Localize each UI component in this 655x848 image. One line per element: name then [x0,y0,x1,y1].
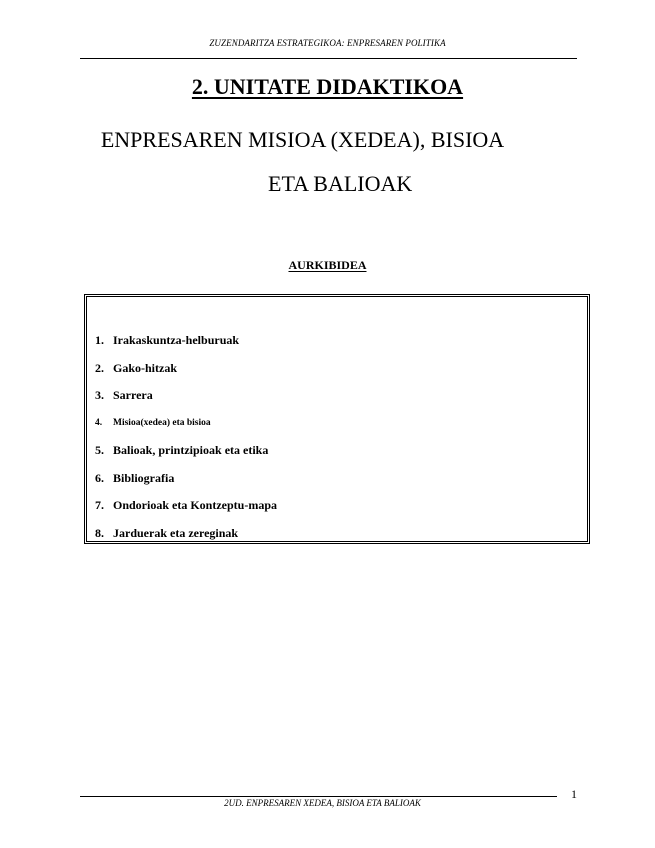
toc-item-label: Sarrera [113,388,153,402]
document-title-line-2: ETA BALIOAK [268,171,413,196]
toc-item [95,471,277,499]
toc-item-number: 1. [95,333,104,347]
toc-item-label: Misioa(xedea) eta bisioa [113,417,211,428]
page-number: 1 [571,787,577,801]
unit-title: 2. UNITATE DIDAKTIKOA [191,74,464,99]
toc-item [95,388,277,416]
toc-list [95,333,277,553]
toc-item-number: 2. [95,360,104,375]
document-title-line-1: ENPRESAREN MISIOA (XEDEA), BISIOA [100,127,505,152]
toc-item-label: Jarduerak eta zereginak [113,525,239,540]
toc-item [95,416,277,444]
toc-item-number: 4. [95,417,103,428]
toc-item-number: 5. [95,443,104,457]
toc-item [95,333,277,361]
running-footer: 2UD. ENPRESAREN XEDEA, BISIOA ETA BALIOAK [224,798,421,808]
toc-item [95,526,277,554]
running-header: ZUZENDARITZA ESTRATEGIKOA: ENPRESAREN POLITIKA [209,38,446,48]
toc-item-number: 7. [95,498,104,512]
toc-item-label: Bibliografia [113,470,175,485]
toc-box [84,294,590,544]
toc-item-number: 6. [95,470,104,485]
toc-item-label: Ondorioak eta Kontzeptu-mapa [113,498,278,512]
header-rule [80,58,577,59]
toc-item [95,361,277,389]
toc-item-number: 8. [95,525,104,540]
toc-item-label: Irakaskuntza-helburuak [113,333,240,347]
toc-item-label: Balioak, printzipioak eta etika [113,443,269,457]
footer-rule [80,796,557,797]
toc-item-number: 3. [95,388,104,402]
toc-item-label: Gako-hitzak [113,360,178,375]
toc-heading: AURKIBIDEA [288,258,367,272]
toc-item [95,443,277,471]
toc-item [95,498,277,526]
